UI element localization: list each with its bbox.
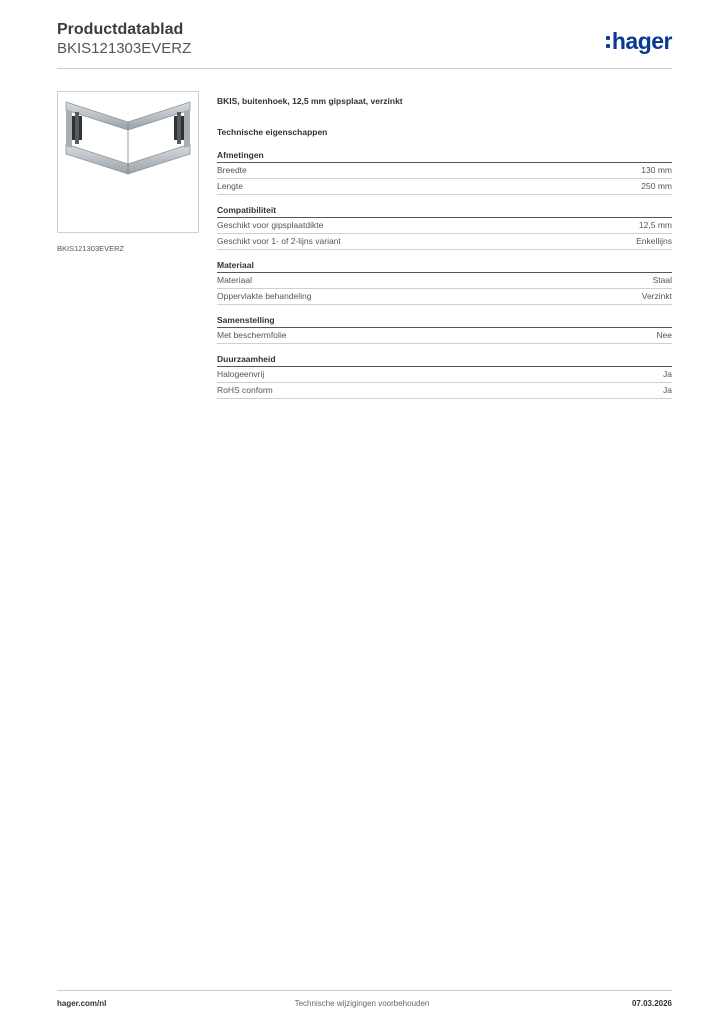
spec-row (217, 234, 672, 250)
spec-row (217, 163, 672, 179)
section-title: Duurzaamheid (217, 354, 672, 367)
spec-value: Verzinkt (641, 291, 672, 301)
spec-label: Lengte (217, 181, 243, 191)
spec-row (217, 383, 672, 399)
logo-text: hager (611, 28, 672, 54)
spec-label: Oppervlakte behandeling (217, 291, 312, 301)
corner-duct-picture (58, 92, 198, 232)
spec-row (217, 273, 672, 289)
spec-value: 250 mm (641, 181, 672, 191)
section-title: Materiaal (217, 260, 672, 273)
spec-value: Enkellijns (636, 236, 672, 246)
spec-label: Breedte (217, 165, 247, 175)
spec-label: Geschikt voor 1- of 2-lijns variant (217, 236, 341, 246)
spec-section (217, 205, 672, 250)
footer-website: hager.com/nl (57, 999, 107, 1008)
tech-properties-heading: Technische eigenschappen (217, 127, 328, 137)
spec-row (217, 289, 672, 305)
spec-section (217, 260, 672, 305)
spec-label: Met beschermfolie (217, 330, 287, 340)
section-title: Compatibiliteit (217, 205, 672, 218)
spec-value: 130 mm (641, 165, 672, 175)
product-image (57, 91, 199, 233)
spec-value: 12,5 mm (638, 220, 672, 230)
product-description: BKIS, buitenhoek, 12,5 mm gipsplaat, verzinkt (217, 96, 403, 106)
section-title: Afmetingen (217, 150, 672, 163)
logo-dots-icon (606, 36, 610, 48)
spec-sections (217, 150, 672, 399)
spec-label: RoHS conform (217, 385, 273, 395)
spec-label: Materiaal (217, 275, 252, 285)
spec-section (217, 315, 672, 344)
spec-value: Nee (656, 330, 672, 340)
spec-section (217, 354, 672, 399)
product-code: BKIS121303EVERZ (57, 40, 192, 57)
spec-row (217, 218, 672, 234)
spec-value: Staal (652, 275, 672, 285)
header-divider (57, 68, 672, 69)
spec-value: Ja (663, 385, 672, 395)
spec-label: Halogeenvrij (217, 369, 265, 379)
spec-row (217, 179, 672, 195)
spec-row (217, 367, 672, 383)
footer-divider (57, 990, 672, 991)
spec-value: Ja (663, 369, 672, 379)
spec-content (217, 96, 672, 409)
image-caption: BKIS121303EVERZ (57, 244, 125, 253)
section-title: Samenstelling (217, 315, 672, 328)
page-title: Productdatablad (57, 21, 184, 38)
spec-section (217, 150, 672, 195)
spec-row (217, 328, 672, 344)
spec-label: Geschikt voor gipsplaatdikte (217, 220, 324, 230)
footer-notice: Technische wijzigingen voorbehouden (294, 999, 430, 1008)
footer-date: 07.03.2026 (631, 999, 672, 1008)
hager-logo (606, 28, 672, 55)
